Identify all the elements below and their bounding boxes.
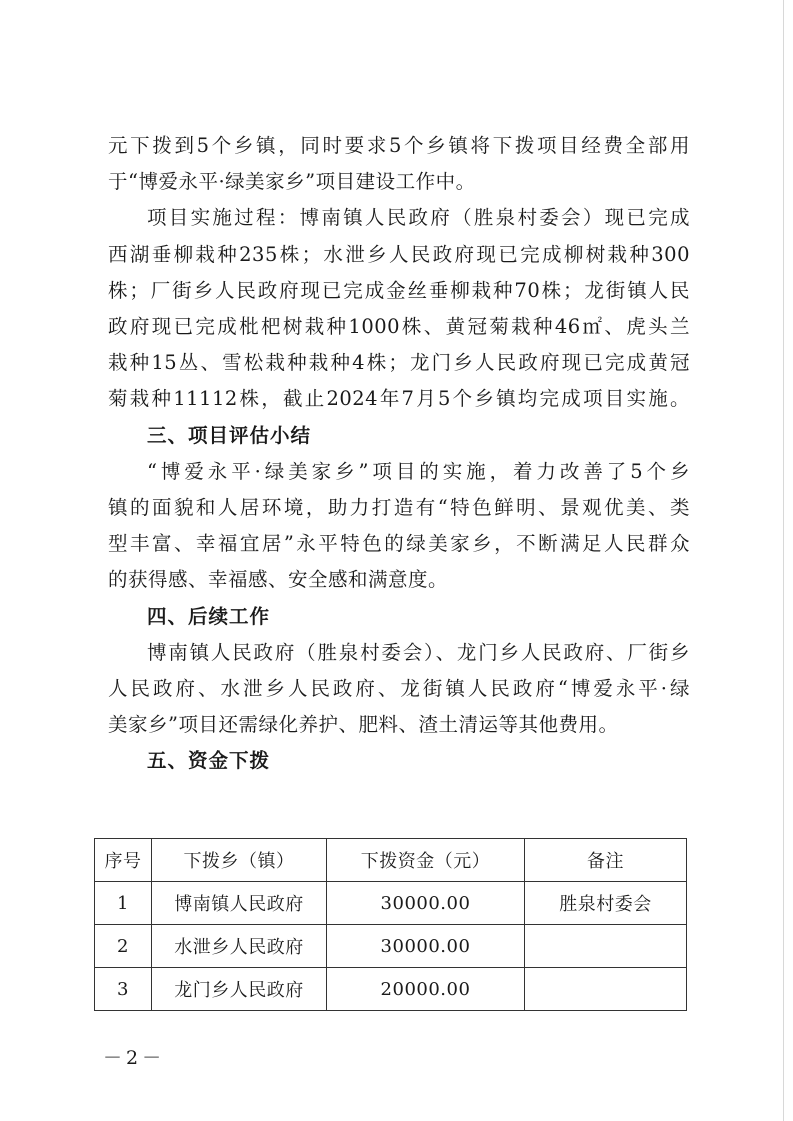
paragraph-line: 的获得感、幸福感、安全感和满意度。 (108, 568, 449, 592)
paragraph-line: 美家乡”项目还需绿化养护、肥料、渣土清运等其他费用。 (108, 713, 619, 737)
cell-township: 龙门乡人民政府 (152, 968, 327, 1011)
table-row (95, 925, 687, 968)
page-number: －2－ (103, 1047, 166, 1069)
cell-amount: 20000.00 (327, 968, 525, 1011)
paragraph-line: 项目实施过程：博南镇人民政府（胜泉村委会）现已完成 (147, 206, 690, 230)
header-index: 序号 (95, 839, 152, 882)
page-edge-divider (783, 0, 784, 1121)
paragraph-line: 株；厂街乡人民政府现已完成金丝垂柳栽种70株；龙街镇人民 (108, 278, 690, 302)
header-amount: 下拨资金（元） (327, 839, 525, 882)
header-township: 下拨乡（镇） (152, 839, 327, 882)
cell-remark: 胜泉村委会 (525, 882, 687, 925)
paragraph-line: 元下拨到5个乡镇，同时要求5个乡镇将下拨项目经费全部用 (108, 134, 690, 157)
paragraph-line: “博爱永平·绿美家乡”项目的实施，着力改善了5个乡 (147, 459, 690, 483)
paragraph-line: 于“博爱永平·绿美家乡”项目建设工作中。 (108, 170, 476, 194)
cell-index: 2 (95, 925, 152, 968)
paragraph-line: 博南镇人民政府（胜泉村委会）、龙门乡人民政府、厂街乡 (147, 640, 690, 664)
table-row (95, 968, 687, 1011)
cell-remark (525, 925, 687, 968)
paragraph-line: 菊栽种11112株，截止2024年7月5个乡镇均完成项目实施。 (108, 387, 690, 411)
section-heading-4: 四、后续工作 (147, 604, 271, 628)
header-remark: 备注 (525, 839, 687, 882)
paragraph-line: 型丰富、幸福宜居”永平特色的绿美家乡，不断满足人民群众 (108, 532, 690, 556)
table-header-row (95, 839, 687, 882)
funds-table (94, 838, 687, 1011)
cell-remark (525, 968, 687, 1011)
paragraph-line: 政府现已完成枇杷树栽种1000株、黄冠菊栽种46㎡、虎头兰 (108, 315, 690, 339)
paragraph-line: 西湖垂柳栽种235株；水泄乡人民政府现已完成柳树栽种300 (108, 242, 690, 266)
cell-index: 1 (95, 882, 152, 925)
cell-township: 水泄乡人民政府 (152, 925, 327, 968)
paragraph-line: 镇的面貌和人居环境，助力打造有“特色鲜明、景观优美、类 (108, 496, 690, 520)
section-heading-5: 五、资金下拨 (147, 749, 271, 773)
document-body (108, 128, 690, 780)
table-row (95, 882, 687, 925)
section-heading-3: 三、项目评估小结 (147, 423, 312, 447)
cell-amount: 30000.00 (327, 882, 525, 925)
cell-township: 博南镇人民政府 (152, 882, 327, 925)
cell-amount: 30000.00 (327, 925, 525, 968)
paragraph-line: 人民政府、水泄乡人民政府、龙街镇人民政府“博爱永平·绿 (108, 677, 690, 701)
paragraph-line: 栽种15丛、雪松栽种栽种4株；龙门乡人民政府现已完成黄冠 (108, 351, 690, 375)
cell-index: 3 (95, 968, 152, 1011)
